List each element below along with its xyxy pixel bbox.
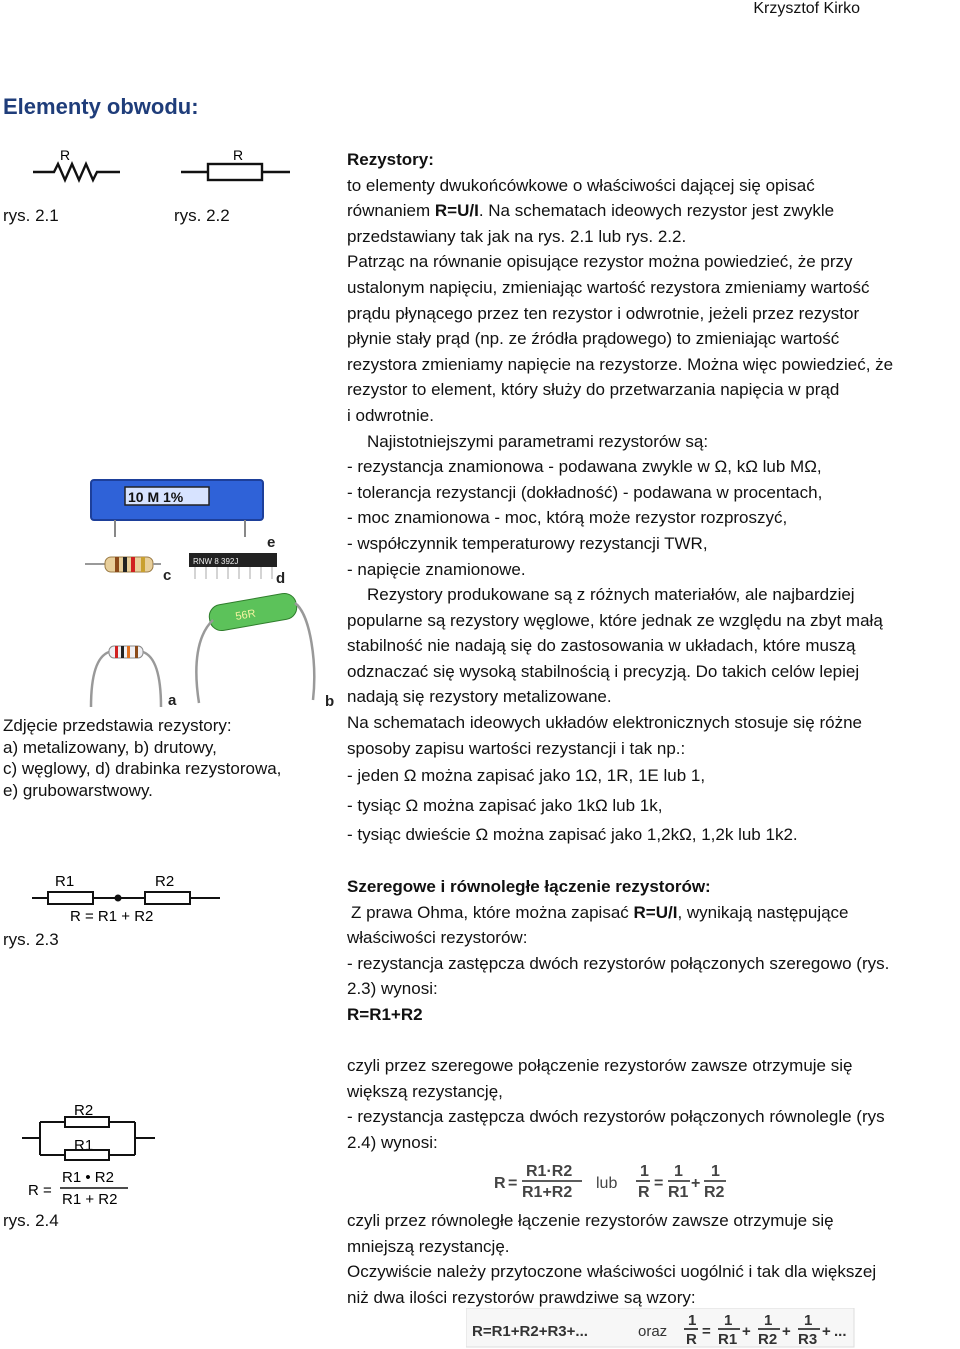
- parallel-r-eq: R =: [28, 1182, 52, 1199]
- text-line: [347, 900, 889, 926]
- text-line: rezystor to element, który służy do przetwarzania napięcia w prąd: [347, 380, 840, 400]
- photo-letter-b: b: [325, 693, 335, 710]
- text-line: czyli przez równoległe łączenie rezystorów zawsze otrzymuje się: [347, 1211, 834, 1230]
- closing-text: [347, 1208, 876, 1310]
- text-line: Na schematach ideowych układów elektronicznych stosuje się różne: [347, 713, 862, 733]
- text-line: - rezystancja zastępcza dwóch rezystorów połączonych równolegle (rys: [347, 1107, 885, 1127]
- formula-num: R1·R2: [526, 1163, 573, 1180]
- formula-fr2: R2: [704, 1184, 725, 1201]
- formula-plus: +: [691, 1175, 701, 1192]
- text-line: popularne są rezystory węglowe, które jednak ze względu na zbyt małą: [347, 610, 883, 630]
- text-line: nadają się rezystory metalizowane.: [347, 687, 612, 707]
- resistor-box-symbol: [178, 145, 293, 185]
- formula-one-2: 1: [764, 1312, 773, 1329]
- fig23-label: rys. 2.3: [3, 930, 59, 949]
- text-line: mniejszą rezystancję.: [347, 1236, 510, 1256]
- text-line: niż dwa ilości rezystorów prawdziwe są wzory:: [347, 1287, 696, 1307]
- series-formula: R = R1 + R2: [70, 908, 154, 925]
- resistor-zigzag-symbol: [30, 145, 125, 185]
- formula-fr2: R2: [758, 1331, 778, 1348]
- series-parallel-continued: [347, 1053, 885, 1155]
- formula-plus-2: +: [782, 1323, 791, 1340]
- photo-letter-c: c: [163, 567, 172, 584]
- text-span: równaniem: [347, 201, 435, 221]
- ohm-formula: R=U/I: [633, 902, 678, 922]
- section-title: Szeregowe i równoległe łączenie rezystorów:: [347, 877, 711, 896]
- fig22-label: rys. 2.2: [174, 206, 230, 225]
- formula-one: 1: [688, 1312, 697, 1329]
- photo-letter-d: d: [276, 570, 286, 587]
- parallel-formula: [490, 1158, 740, 1203]
- formula-fr: R: [638, 1184, 650, 1201]
- formula-r: R: [494, 1175, 506, 1192]
- text-line: 2.3) wynosi:: [347, 979, 438, 999]
- text-line: Rezystory produkowane są z różnych materiałów, ale najbardziej: [367, 585, 855, 605]
- resistors-section: [347, 147, 893, 850]
- formula-fr: R: [686, 1331, 697, 1348]
- formula-fr1: R1: [718, 1331, 738, 1348]
- parallel-r1-label: R1: [74, 1137, 94, 1154]
- formula-fr3: R3: [798, 1331, 818, 1348]
- caption-line: Zdjęcie przedstawia rezystory:: [3, 716, 232, 735]
- text-line: odznaczać się wysoką stabilnością i precyzją. Do takich celów lepiej: [347, 661, 860, 681]
- formula-dots: ...: [834, 1323, 847, 1340]
- text-span: , wynikają następujące: [677, 902, 849, 922]
- list-item: - rezystancja znamionowa - podawana zwykle w Ω, kΩ lub MΩ,: [347, 457, 822, 477]
- text-line: stabilność nie nadają się do zastosowania w układach, które muszą: [347, 636, 856, 656]
- list-item: - współczynnik temperaturowy rezystancji TWR,: [347, 533, 708, 553]
- formula-one-3: 1: [804, 1312, 813, 1329]
- page-heading: Elementy obwodu:: [3, 94, 199, 119]
- series-formula-text: R=R1+R2: [347, 1004, 423, 1024]
- list-item: - jeden Ω można zapisać jako 1Ω, 1R, 1E lub 1,: [347, 766, 706, 786]
- fig21-symbol-label: R: [60, 147, 71, 163]
- fig22-symbol-label: R: [233, 147, 244, 163]
- fig24-label: rys. 2.4: [3, 1211, 59, 1230]
- text-line: rezystora zmieniamy napięcie na rezystorze. Można więc powiedzieć, że: [347, 354, 894, 374]
- text-line: płynie stały prąd (np. ze źródła prądowego) to zmieniając wartość: [347, 329, 840, 349]
- formula-plus-1: +: [742, 1323, 751, 1340]
- wirewound-marking: 56R: [234, 607, 257, 624]
- text-line: większą rezystancję,: [347, 1081, 503, 1101]
- formula-eq: =: [702, 1323, 711, 1340]
- text-line: czyli przez szeregowe połączenie rezystorów zawsze otrzymuje się: [347, 1056, 853, 1075]
- text-line: Oczywiście należy przytoczone właściwości uogólnić i tak dla większej: [347, 1262, 877, 1282]
- text-line: 2.4) wynosi:: [347, 1132, 438, 1152]
- formula-oraz: oraz: [638, 1323, 668, 1340]
- list-item: - tolerancja rezystancji (dokładność) - podawana w procentach,: [347, 482, 823, 502]
- list-item: - napięcie znamionowe.: [347, 559, 526, 579]
- text-span: . Na schematach ideowych rezystor jest zwykle: [478, 201, 835, 221]
- text-span: Z prawa Ohma, które można zapisać: [351, 902, 634, 922]
- text-line: prądu płynącego przez ten rezystor i odwrotnie, jeżeli przez rezystor: [347, 303, 860, 323]
- formula-fr1: R1: [668, 1184, 689, 1201]
- text-line: to elementy dwukońcówkowe o właściwości dającej się opisać: [347, 175, 815, 195]
- photo-letter-a: a: [168, 692, 177, 709]
- caption-line: c) węglowy, d) drabinka rezystorowa,: [3, 759, 282, 778]
- series-r1-label: R1: [55, 873, 75, 890]
- parallel-diagram: [20, 1100, 160, 1210]
- series-r2-label: R2: [155, 873, 175, 890]
- parallel-numerator: R1 • R2: [62, 1169, 114, 1186]
- series-parallel-section: [347, 874, 889, 1028]
- caption-line: a) metalizowany, b) drutowy,: [3, 737, 217, 757]
- text-line: właściwości rezystorów:: [347, 928, 528, 948]
- series-diagram: [30, 868, 230, 928]
- text-line: i odwrotnie.: [347, 405, 434, 425]
- formula-plus-3: +: [822, 1323, 831, 1340]
- text-line: [347, 198, 893, 224]
- formula-lub: lub: [596, 1175, 618, 1192]
- photo-caption: [3, 715, 281, 801]
- text-line: sposoby zapisu wartości rezystancji i tak np.:: [347, 738, 686, 758]
- formula-series: R=R1+R2+R3+...: [472, 1323, 588, 1340]
- list-item: - moc znamionowa - moc, którą może rezystor rozproszyć,: [347, 508, 788, 528]
- text-line: - rezystancja zastępcza dwóch rezystorów połączonych szeregowo (rys.: [347, 953, 890, 973]
- photo-letter-e: e: [267, 534, 276, 551]
- text-line: Najistotniejszymi parametrami rezystorów są:: [367, 431, 709, 451]
- formula-den: R1+R2: [522, 1184, 573, 1201]
- formula-eq: =: [508, 1175, 518, 1192]
- parallel-r2-label: R2: [74, 1102, 94, 1119]
- fig21-label: rys. 2.1: [3, 206, 59, 225]
- text-line: Patrząc na równanie opisujące rezystor można powiedzieć, że przy: [347, 252, 853, 272]
- text-line: ustalonym napięciu, zmieniając wartość rezystora zmieniamy wartość: [347, 277, 870, 297]
- formula-one: 1: [640, 1163, 649, 1180]
- formula-eq2: =: [654, 1175, 664, 1192]
- network-marking: RNW 8 392J: [193, 557, 239, 566]
- caption-line: e) grubowarstwowy.: [3, 780, 153, 800]
- thick-film-marking: 10 M 1%: [128, 489, 184, 505]
- section-title: Rezystory:: [347, 150, 434, 169]
- ohm-formula: R=U/I: [434, 201, 479, 221]
- formula-one-1: 1: [724, 1312, 733, 1329]
- resistors-photo: [85, 475, 335, 710]
- author-header: Krzysztof Kirko: [753, 0, 860, 17]
- parallel-denominator: R1 + R2: [62, 1191, 118, 1208]
- text-line: przedstawiany tak jak na rys. 2.1 lub rys. 2.2.: [347, 226, 687, 246]
- formula-one-2: 1: [674, 1163, 683, 1180]
- list-item: - tysiąc dwieście Ω można zapisać jako 1,2kΩ, 1,2k lub 1k2.: [347, 825, 798, 845]
- formula-one-3: 1: [711, 1163, 720, 1180]
- general-formula: [466, 1308, 856, 1348]
- list-item: - tysiąc Ω można zapisać jako 1kΩ lub 1k,: [347, 795, 663, 815]
